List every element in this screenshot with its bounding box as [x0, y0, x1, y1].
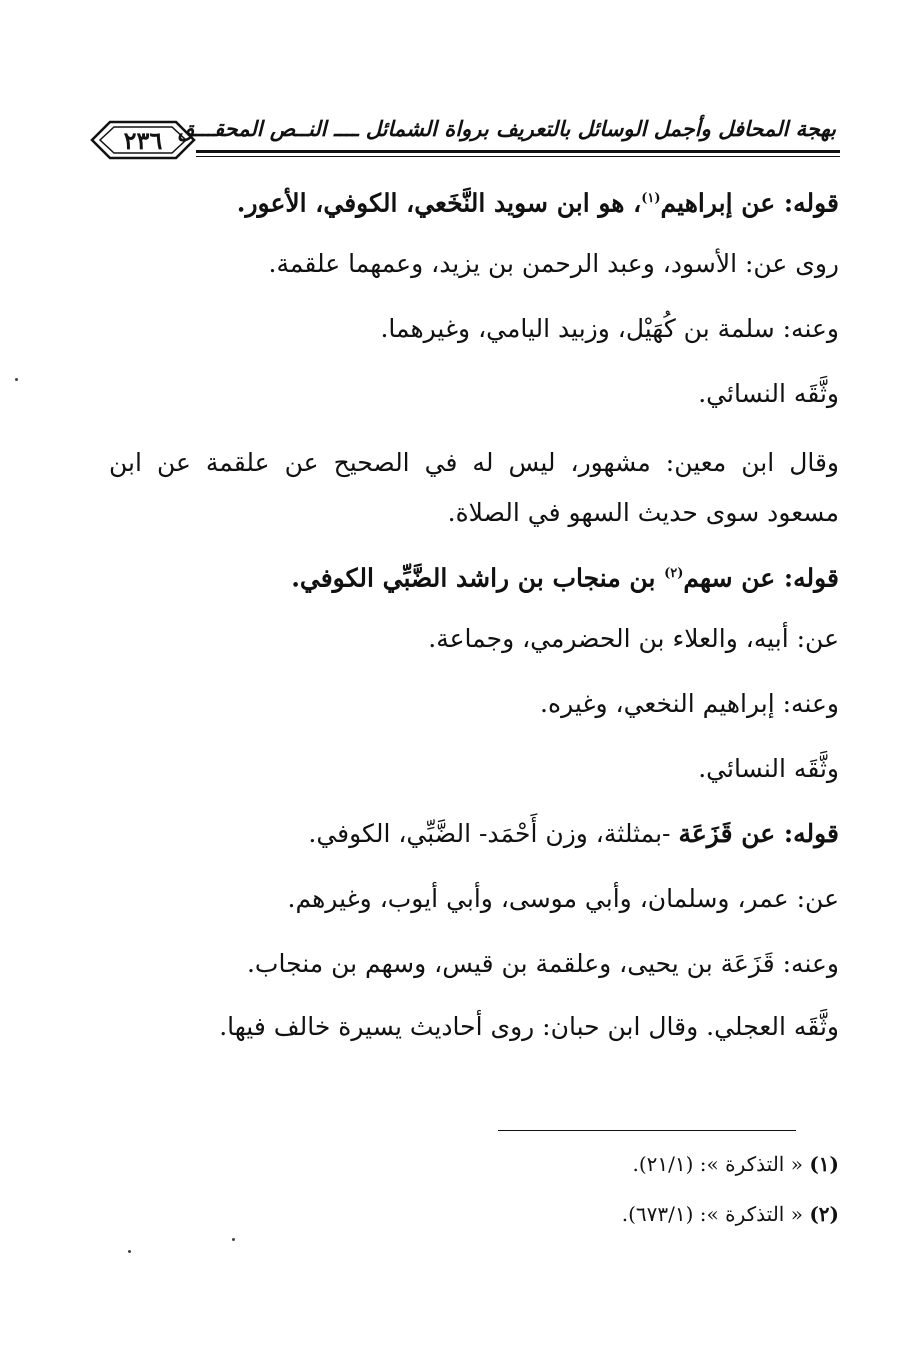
footnote-text: « التذكرة »: (٦٧٣/١).: [621, 1202, 803, 1226]
text-line: وعنه: قَزَعَة بن يحيى، وعلقمة بن قيس، وسهم بن منجاب.: [246, 949, 839, 978]
text-paragraph: وقال ابن معين: مشهور، ليس له في الصحيح عن علقمة عن ابن مسعود سوى حديث السهو في الصلاة.: [109, 448, 839, 527]
footnote-2: [622, 1202, 839, 1226]
entry-rest: بن منجاب بن راشد الضَّبِّي الكوفي.: [291, 563, 665, 593]
text-line: وعنه: سلمة بن كُهَيْل، وزبيد اليامي، وغيرهما.: [380, 314, 839, 343]
text-line: روى عن: الأسود، وعبد الرحمن بن يزيد، وعمهما علقمة.: [268, 249, 839, 278]
footnote-marker: (٢): [809, 1202, 839, 1226]
page-number: ٢٣٦: [123, 126, 163, 155]
entry-heading-sahm: [109, 555, 839, 597]
footnote-ref: (٢): [664, 566, 684, 581]
page-number-badge: [88, 118, 198, 162]
entry-heading-qazaa: [109, 815, 839, 853]
running-title: بهجة المحافل وأجمل الوسائل بالتعريف برواة الشمائل ــــ النــص المحقـــق: [178, 116, 836, 141]
footnote-separator: [498, 1130, 796, 1131]
scan-speck: [15, 378, 18, 381]
text-line: وثَّقَه النسائي.: [698, 379, 839, 408]
header-rule: [196, 150, 840, 157]
text-line: وعنه: إبراهيم النخعي، وغيره.: [540, 689, 839, 718]
page-header: [88, 110, 840, 168]
text-line: وثَّقَه النسائي.: [698, 754, 839, 783]
scan-speck: [128, 1250, 131, 1253]
text-line: عن: أبيه، والعلاء بن الحضرمي، وجماعة.: [428, 624, 839, 653]
text-line: عن: عمر، وسلمان، وأبي موسى، وأبي أيوب، وغيرهم.: [287, 884, 839, 913]
entry-label: قوله: عن قَزَعَة: [678, 819, 839, 848]
scan-speck: [232, 1238, 235, 1241]
footnote-text: « التذكرة »: (٢١/١).: [632, 1152, 803, 1176]
footnote-marker: (١): [809, 1152, 839, 1176]
footnote-1: [633, 1152, 840, 1176]
text-line: وثَّقَه العجلي. وقال ابن حبان: روى أحاديث يسيرة خالف فيها.: [219, 1012, 839, 1041]
entry-heading-ibrahim: [109, 180, 839, 222]
footnote-ref: (١): [641, 191, 661, 206]
entry-rest: -بمثلثة، وزن أَحْمَد- الضَّبِّي، الكوفي.: [308, 819, 679, 848]
entry-label: قوله: عن إبراهيم: [660, 188, 839, 218]
entry-label: قوله: عن سهم: [683, 563, 839, 593]
entry-rest: ، هو ابن سويد النَّخَعي، الكوفي، الأعور.: [236, 188, 642, 218]
